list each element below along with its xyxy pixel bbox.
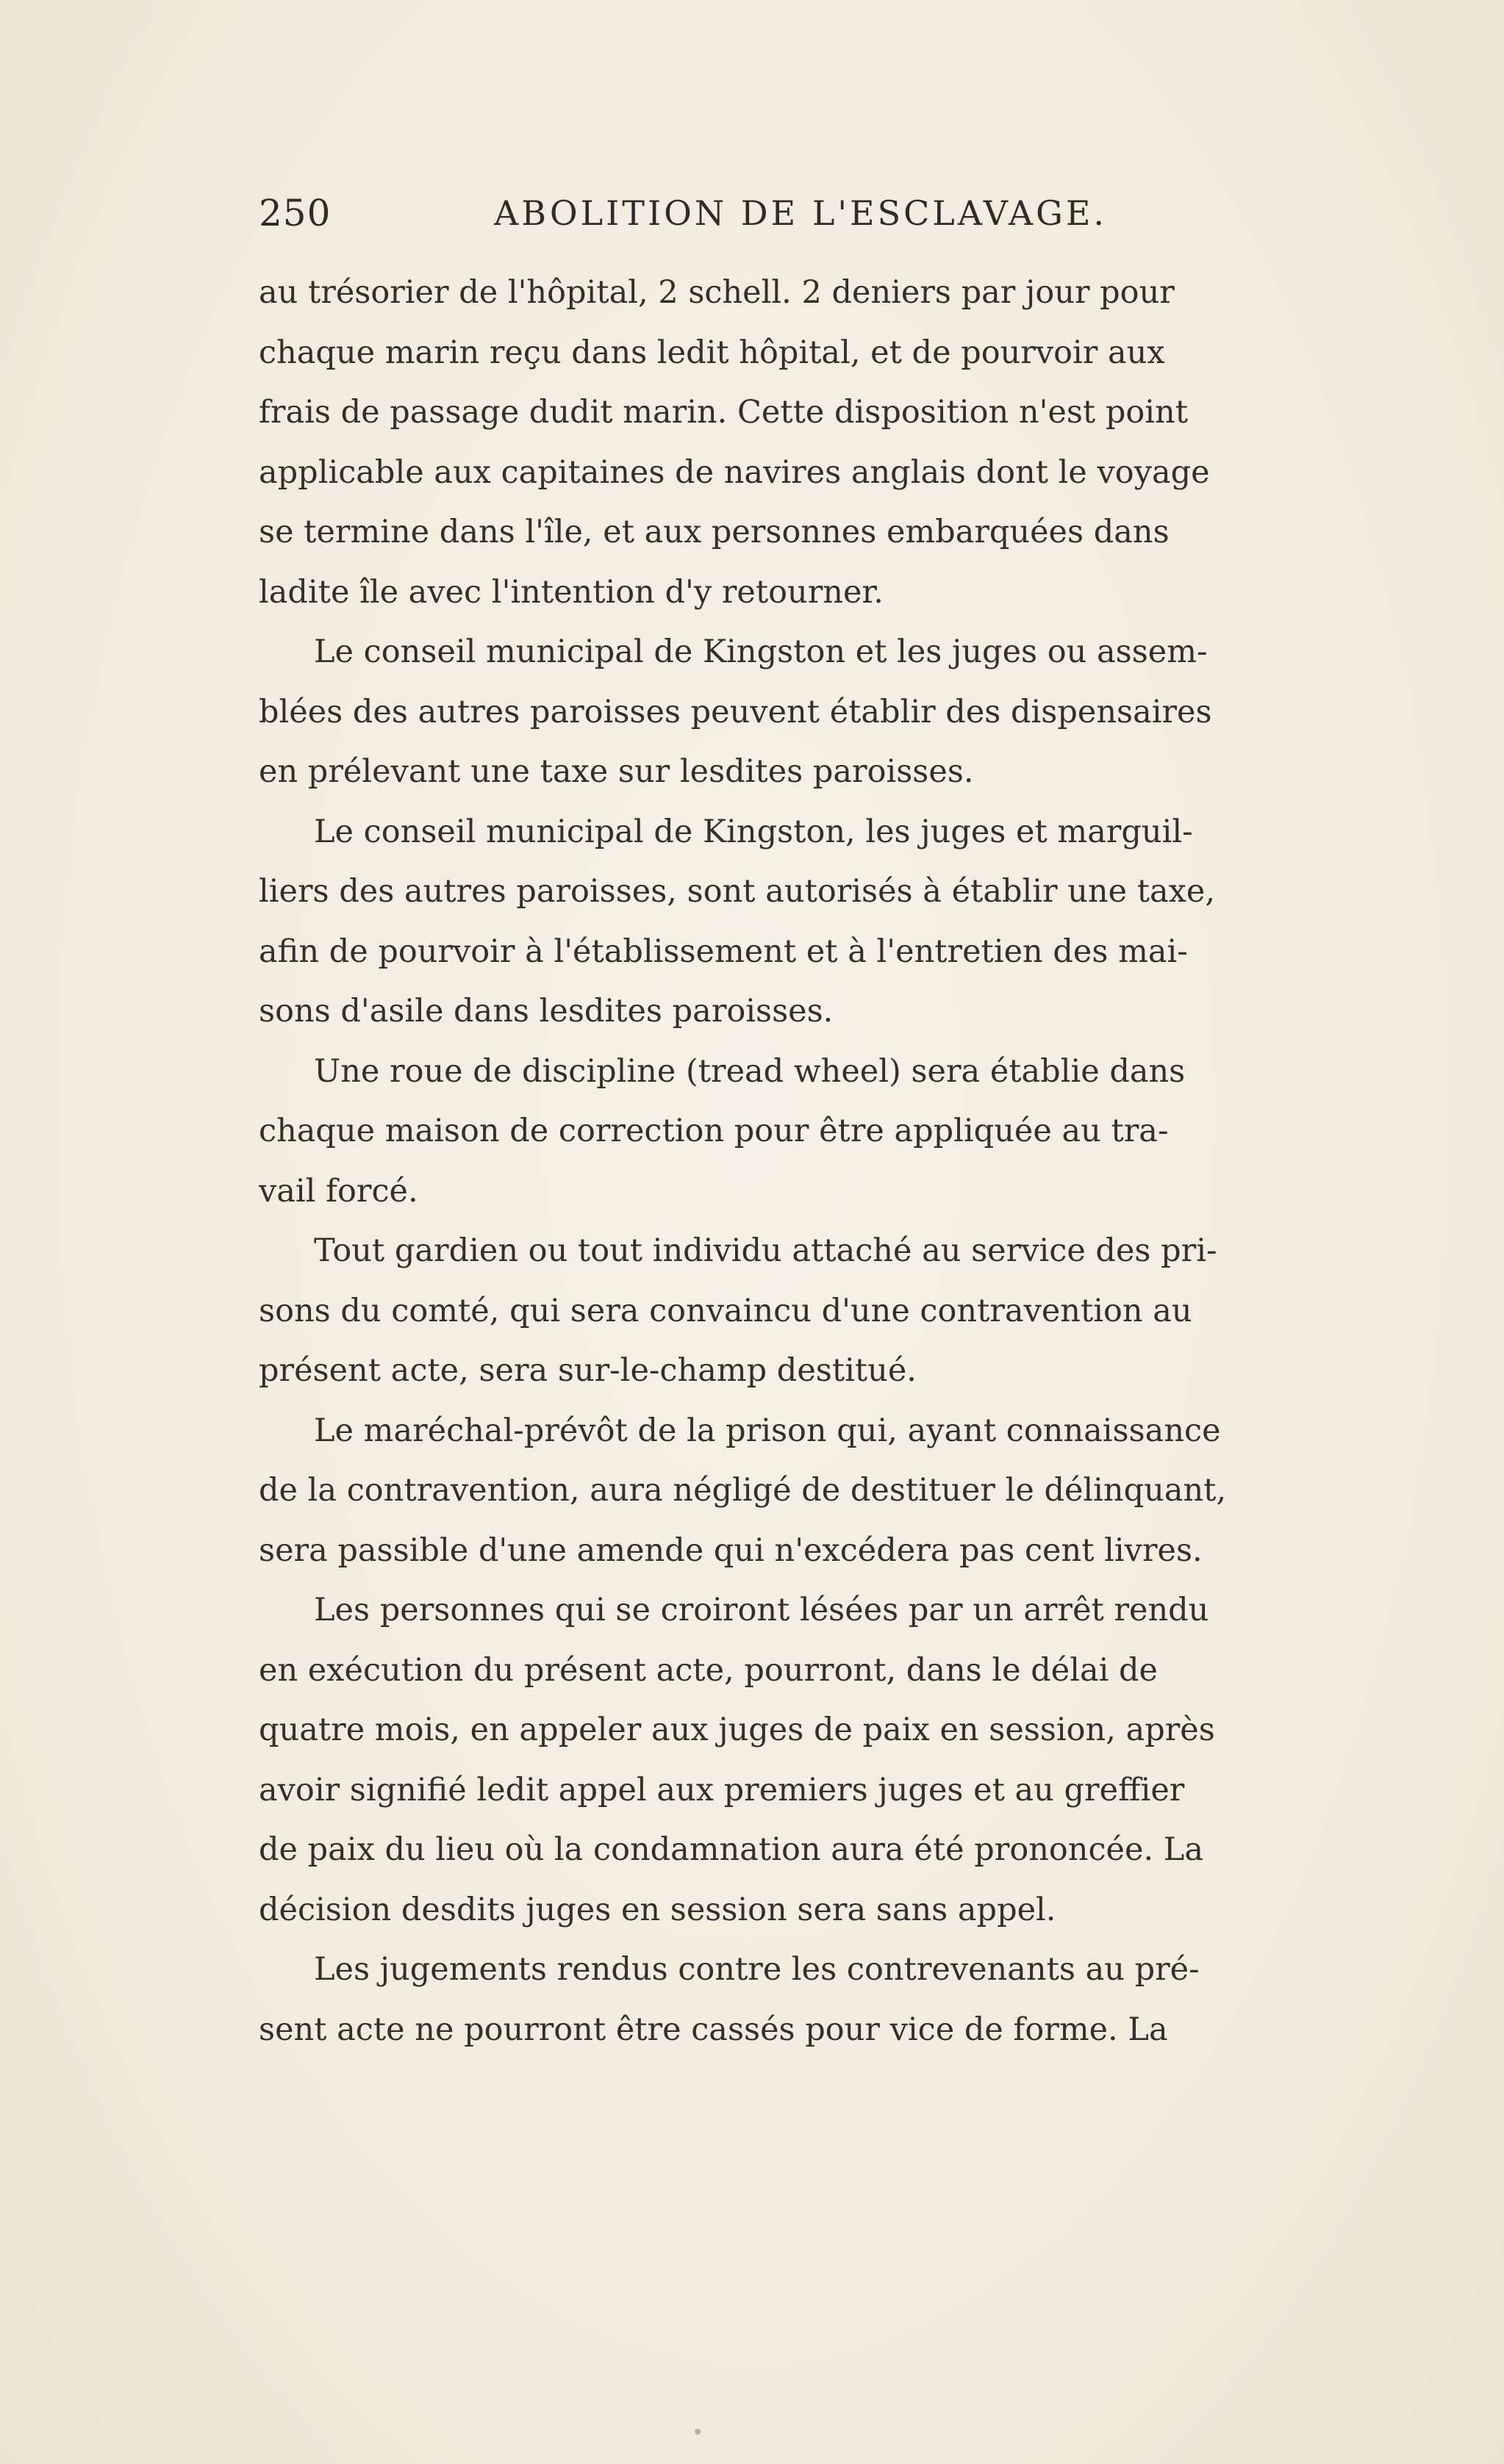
text-line: Les jugements rendus contre les contrevenants au pré- — [314, 1951, 1200, 1988]
text-line: de la contravention, aura négligé de destituer le délinquant, — [259, 1472, 1227, 1509]
text-line: quatre mois, en appeler aux juges de paix en session, après — [259, 1711, 1215, 1748]
text-line: afin de pourvoir à l'établissement et à l'entretien des mai- — [259, 933, 1188, 970]
text-line: sons du comté, qui sera convaincu d'une contravention au — [259, 1292, 1192, 1329]
paragraph-judgments — [259, 1940, 1361, 2060]
running-head — [259, 184, 1126, 243]
paragraph-asylum-tax — [259, 802, 1361, 1042]
body-text — [259, 263, 1361, 2060]
text-line: en exécution du présent acte, pourront, dans le délai de — [259, 1651, 1159, 1689]
text-line: en prélevant une taxe sur lesdites paroisses. — [259, 753, 974, 790]
text-line: Le maréchal-prévôt de la prison qui, ayant connaissance — [314, 1412, 1221, 1449]
text-line: applicable aux capitaines de navires anglais dont le voyage — [259, 453, 1210, 491]
text-line: blées des autres paroisses peuvent établir des dispensaires — [259, 693, 1212, 730]
paragraph-appeals — [259, 1581, 1361, 1940]
paragraph-provost-marshal — [259, 1401, 1361, 1581]
paragraph-tread-wheel — [259, 1042, 1361, 1222]
text-line: liers des autres paroisses, sont autorisés à établir une taxe, — [259, 873, 1216, 910]
text-line: présent acte, sera sur-le-champ destitué. — [259, 1352, 917, 1389]
text-line: chaque maison de correction pour être appliquée au tra- — [259, 1113, 1169, 1149]
text-line: sons d'asile dans lesdites paroisses. — [259, 993, 834, 1030]
running-title: ABOLITION DE L'ESCLAVAGE. — [494, 193, 1108, 233]
paragraph-hospital-fees — [259, 263, 1361, 622]
text-line: ladite île avec l'intention d'y retourner. — [259, 573, 884, 611]
text-line: avoir signifié ledit appel aux premiers juges et au greffier — [259, 1771, 1185, 1809]
text-line: sent acte ne pourront être cassés pour vice de forme. La — [259, 2011, 1168, 2048]
paper-speck — [695, 2429, 701, 2435]
text-line: sera passible d'une amende qui n'excédera pas cent livres. — [259, 1531, 1203, 1569]
paragraph-prison-guards — [259, 1221, 1361, 1401]
paragraph-dispensaries — [259, 622, 1361, 802]
text-line: chaque marin reçu dans ledit hôpital, et de pourvoir aux — [259, 334, 1165, 371]
text-line: de paix du lieu où la condamnation aura été prononcée. La — [259, 1831, 1203, 1868]
text-line: au trésorier de l'hôpital, 2 schell. 2 deniers par jour pour — [259, 274, 1175, 311]
page-number: 250 — [259, 192, 332, 234]
text-line: Une roue de discipline (tread wheel) sera établie dans — [314, 1052, 1186, 1090]
text-line: se termine dans l'île, et aux personnes embarquées dans — [259, 514, 1170, 550]
text-line: Les personnes qui se croiront lésées par un arrêt rendu — [314, 1592, 1209, 1628]
text-line: frais de passage dudit marin. Cette disposition n'est point — [259, 394, 1189, 431]
text-line: Tout gardien ou tout individu attaché au service des pri- — [314, 1232, 1217, 1269]
text-line: décision desdits juges en session sera sans appel. — [259, 1891, 1056, 1928]
text-line: Le conseil municipal de Kingston et les juges ou assem- — [314, 633, 1208, 670]
text-line: vail forcé. — [259, 1172, 418, 1210]
text-line: Le conseil municipal de Kingston, les juges et marguil- — [314, 813, 1193, 850]
